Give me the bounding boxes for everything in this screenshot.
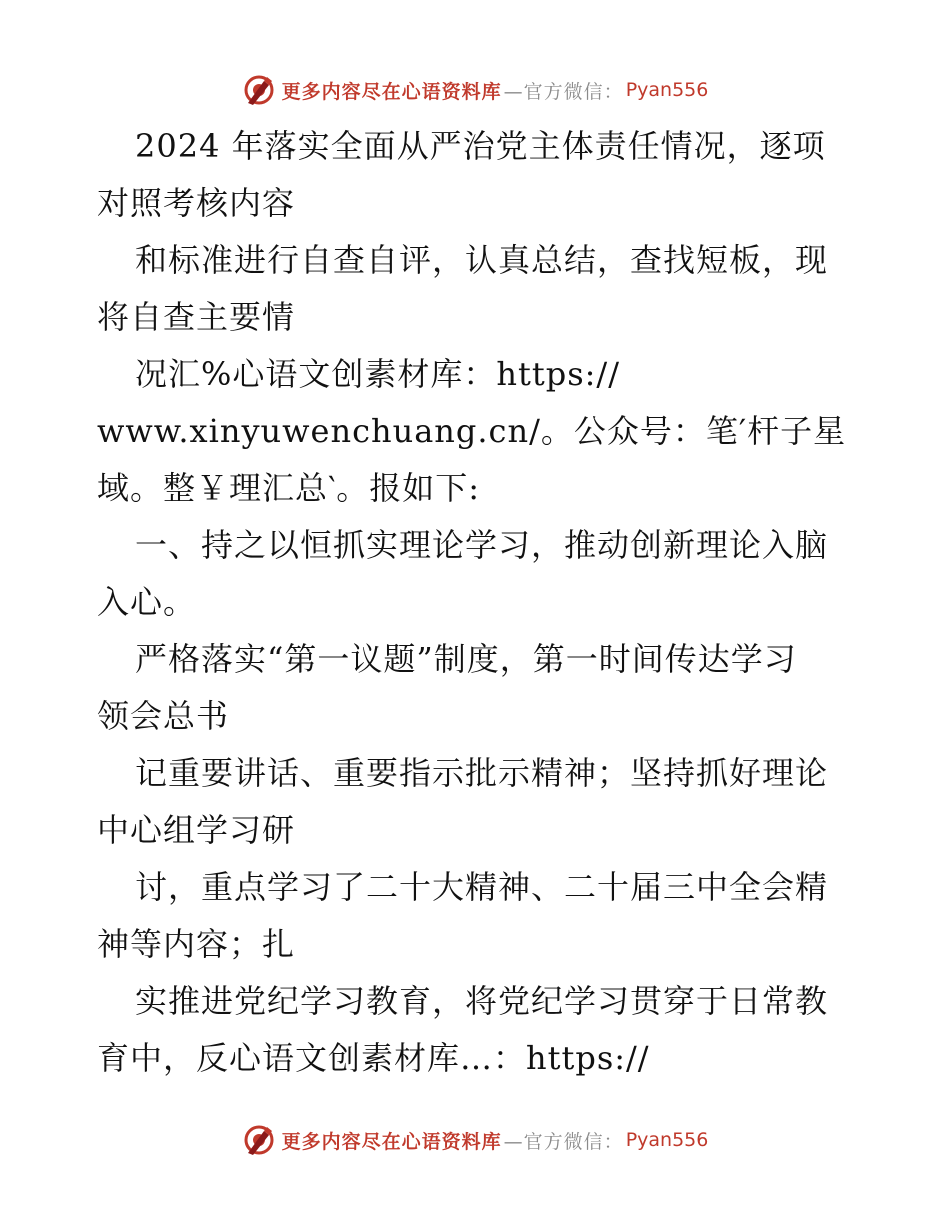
- text-line: 领会总书: [97, 697, 230, 735]
- banner-wechat-id: Pyan556: [625, 1129, 709, 1151]
- text-line: 2024 年落实全面从严治党主体责任情况，逐项: [135, 127, 826, 165]
- text-line: 实推进党纪学习教育，将党纪学习贯穿于日常教: [135, 982, 829, 1020]
- text-line: 育中，反心语文创素材库…：https://: [97, 1039, 650, 1077]
- text-line: 严格落实“第一议题”制度，第一时间传达学习: [135, 640, 797, 678]
- document-body: [97, 118, 877, 1087]
- banner-main-text: 更多内容尽在心语资料库: [281, 80, 502, 103]
- text-line: 域。整￥理汇总‵。报如下:: [97, 469, 481, 507]
- header-banner: [0, 70, 950, 110]
- banner-wechat-id: Pyan556: [625, 79, 709, 101]
- text-line: 中心组学习研: [97, 811, 296, 849]
- text-line: 讨，重点学习了二十大精神、二十届三中全会精: [135, 868, 829, 906]
- text-line: 记重要讲话、重要指示批示精神；坚持抓好理论: [135, 754, 829, 792]
- pen-logo-icon: [242, 73, 276, 107]
- pen-logo-icon: [242, 1123, 276, 1157]
- text-line: 将自查主要情: [97, 298, 296, 336]
- banner-main-text: 更多内容尽在心语资料库: [281, 1130, 502, 1153]
- text-line: www.xinyuwenchuang.cn/。公众号：笔′杆子星: [97, 412, 847, 450]
- banner-separator-text: —官方微信：: [503, 1130, 624, 1153]
- text-line: 况汇%心语文创素材库：https://: [135, 355, 620, 393]
- text-line: 一、持之以恒抓实理论学习，推动创新理论入脑: [135, 526, 829, 564]
- banner-separator-text: —官方微信：: [503, 80, 624, 103]
- text-line: 神等内容；扎: [97, 925, 296, 963]
- text-line: 入心。: [97, 583, 197, 621]
- text-line: 和标准进行自查自评，认真总结，查找短板，现: [135, 241, 829, 279]
- footer-banner: [0, 1120, 950, 1160]
- text-line: 对照考核内容: [97, 184, 296, 222]
